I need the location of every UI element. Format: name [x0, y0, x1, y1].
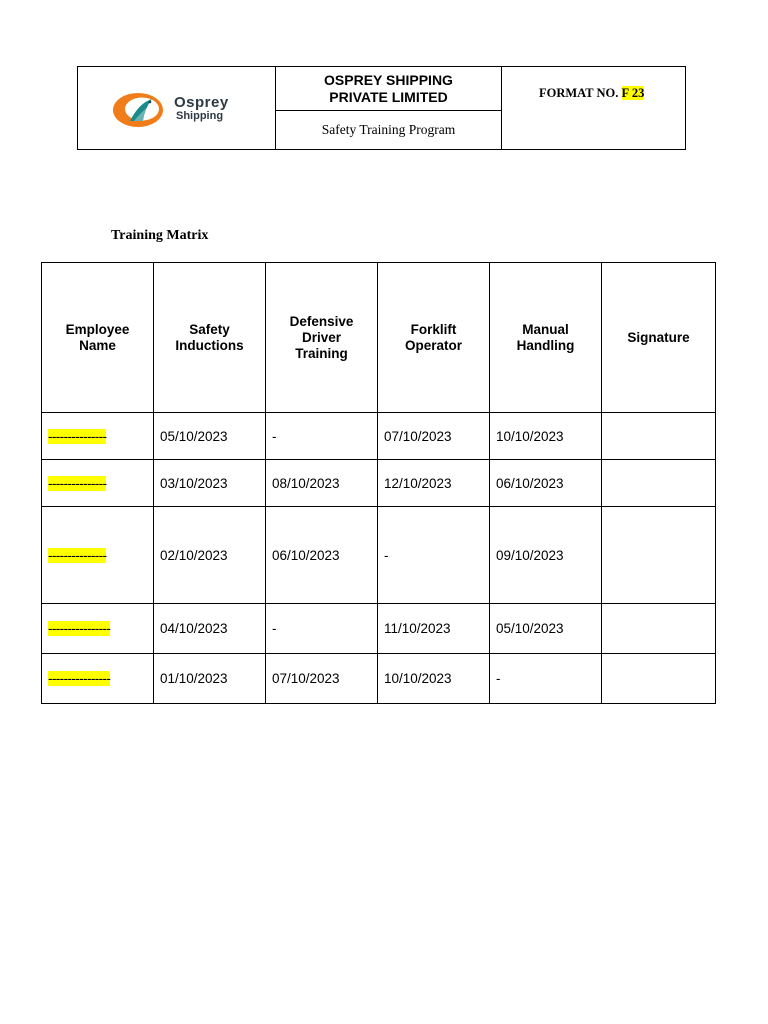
training-date-cell: - [378, 507, 490, 604]
employee-name-placeholder: ---------------- [48, 671, 111, 686]
table-body [42, 413, 716, 704]
column-header-line: Employee [65, 321, 130, 337]
training-date-cell: - [266, 413, 378, 460]
training-date-cell: - [266, 604, 378, 654]
training-date-cell: 08/10/2023 [266, 460, 378, 507]
column-header-line: Signature [627, 329, 690, 345]
training-date-cell: 10/10/2023 [378, 654, 490, 704]
table-row [42, 507, 716, 604]
column-header-line: Operator [404, 337, 462, 353]
training-date-cell: 02/10/2023 [154, 507, 266, 604]
training-date-cell: 06/10/2023 [266, 507, 378, 604]
training-date-cell: 12/10/2023 [378, 460, 490, 507]
logo-line-1: Osprey [174, 94, 229, 111]
employee-name-cell [42, 604, 154, 654]
logo-line-2: Shipping [176, 110, 224, 122]
column-header [602, 263, 716, 413]
training-date-cell: - [490, 654, 602, 704]
column-header-line: Safety [189, 321, 230, 337]
column-header [490, 263, 602, 413]
column-header-line: Defensive [289, 313, 354, 329]
column-header-line: Handling [516, 337, 575, 353]
employee-name-placeholder: --------------- [48, 428, 107, 444]
employee-name-placeholder: ---------------- [48, 621, 111, 636]
header-right-border [685, 67, 686, 149]
logo-cell [78, 67, 276, 149]
format-value: F 23 [621, 86, 645, 100]
format-number [539, 86, 644, 101]
company-logo [112, 91, 252, 129]
table-header-row [42, 263, 716, 413]
logo-wordmark [174, 95, 229, 122]
employee-name-placeholder: --------------- [48, 547, 107, 563]
employee-name-placeholder: --------------- [48, 475, 107, 491]
section-title: Training Matrix [111, 228, 209, 243]
training-date-cell: 09/10/2023 [490, 507, 602, 604]
column-header [378, 263, 490, 413]
column-header-line: Training [295, 345, 348, 361]
employee-name-cell [42, 654, 154, 704]
employee-name-cell [42, 413, 154, 460]
training-date-cell: 07/10/2023 [266, 654, 378, 704]
training-date-cell: 06/10/2023 [490, 460, 602, 507]
table-row [42, 604, 716, 654]
employee-name-cell [42, 460, 154, 507]
signature-cell[interactable] [602, 507, 716, 604]
column-header-line: Driver [301, 329, 342, 345]
training-date-cell: 05/10/2023 [154, 413, 266, 460]
training-date-cell: 10/10/2023 [490, 413, 602, 460]
training-date-cell: 04/10/2023 [154, 604, 266, 654]
table-row [42, 654, 716, 704]
table-row [42, 460, 716, 507]
signature-cell[interactable] [602, 654, 716, 704]
company-name-line-1: OSPREY SHIPPING [324, 71, 453, 88]
column-header-line: Name [79, 337, 116, 353]
column-header-line: Forklift [410, 321, 457, 337]
column-header [42, 263, 154, 413]
company-name-line-2: PRIVATE LIMITED [329, 88, 448, 105]
column-header-line: Inductions [175, 337, 244, 353]
training-date-cell: 01/10/2023 [154, 654, 266, 704]
column-header [266, 263, 378, 413]
company-name [276, 67, 501, 111]
column-header [154, 263, 266, 413]
osprey-logo-icon [112, 91, 168, 129]
training-matrix-table [41, 262, 716, 704]
training-date-cell: 03/10/2023 [154, 460, 266, 507]
signature-cell[interactable] [602, 460, 716, 507]
training-date-cell: 07/10/2023 [378, 413, 490, 460]
signature-cell[interactable] [602, 413, 716, 460]
program-title: Safety Training Program [321, 122, 456, 137]
training-date-cell: 05/10/2023 [490, 604, 602, 654]
format-cell [501, 67, 686, 149]
signature-cell[interactable] [602, 604, 716, 654]
table-row [42, 413, 716, 460]
column-header-line: Manual [522, 321, 569, 337]
document-header [77, 66, 686, 150]
format-label: FORMAT NO. [539, 86, 619, 100]
training-date-cell: 11/10/2023 [378, 604, 490, 654]
employee-name-cell [42, 507, 154, 604]
